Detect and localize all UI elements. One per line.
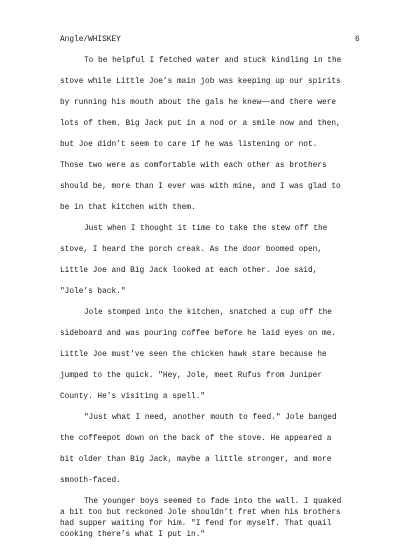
text-line: lots of them. Big Jack put in a nod or a smile now and then, bbox=[60, 120, 341, 128]
text-line: Jole stomped into the kitchen, snatched a cup off the bbox=[84, 309, 332, 317]
text-line: stove, I heard the porch creak. As the door boomed open, bbox=[60, 246, 323, 254]
text-line: Little Joe and Big Jack looked at each other. Joe said, bbox=[60, 267, 318, 275]
text-line: sideboard and was pouring coffee before he laid eyes on me. bbox=[60, 330, 337, 338]
text-line: stove while Little Joe’s main job was keeping up our spirits bbox=[60, 78, 341, 86]
text-line: Little Joe must've seen the chicken hawk stare because he bbox=[60, 351, 327, 359]
text-line: To be helpful I fetched water and stuck kindling in the bbox=[84, 57, 342, 65]
text-line: smooth-faced. bbox=[60, 477, 121, 485]
text-line: should be, more than I ever was with mine, and I was glad to bbox=[60, 183, 341, 191]
text-line: by running his mouth about the gals he knew——and there were bbox=[60, 99, 337, 107]
text-line: had supper waiting for him. "I fend for myself. That quail bbox=[60, 520, 332, 528]
text-line: County. He's visiting a spell." bbox=[60, 393, 206, 401]
page-number: 6 bbox=[355, 36, 360, 44]
text-line: Those two were as comfortable with each other as brothers bbox=[60, 162, 327, 170]
text-line: jumped to the quick. "Hey, Jole, meet Rufus from Juniper bbox=[60, 372, 323, 380]
text-line: but Joe didn’t seem to care if he was listening or not. bbox=[60, 141, 318, 149]
text-line: cooking there’s what I put in." bbox=[60, 531, 206, 539]
text-line: a bit too but reckoned Jole shouldn’t fret when his brothers bbox=[60, 509, 341, 517]
running-head: Angle/WHISKEY bbox=[60, 36, 121, 44]
text-line: bit older than Big Jack, maybe a little stronger, and more bbox=[60, 456, 332, 464]
text-line: The younger boys seemed to fade into the wall. I quaked bbox=[84, 498, 342, 506]
text-line: "Jole’s back." bbox=[60, 288, 126, 296]
text-line: be in that kitchen with them. bbox=[60, 204, 196, 212]
text-line: Just when I thought it time to take the stew off the bbox=[84, 225, 328, 233]
text-line: "Just what I need, another mouth to feed." Jole banged bbox=[84, 414, 337, 422]
text-line: the coffeepot down on the back of the stove. He appeared a bbox=[60, 435, 332, 443]
